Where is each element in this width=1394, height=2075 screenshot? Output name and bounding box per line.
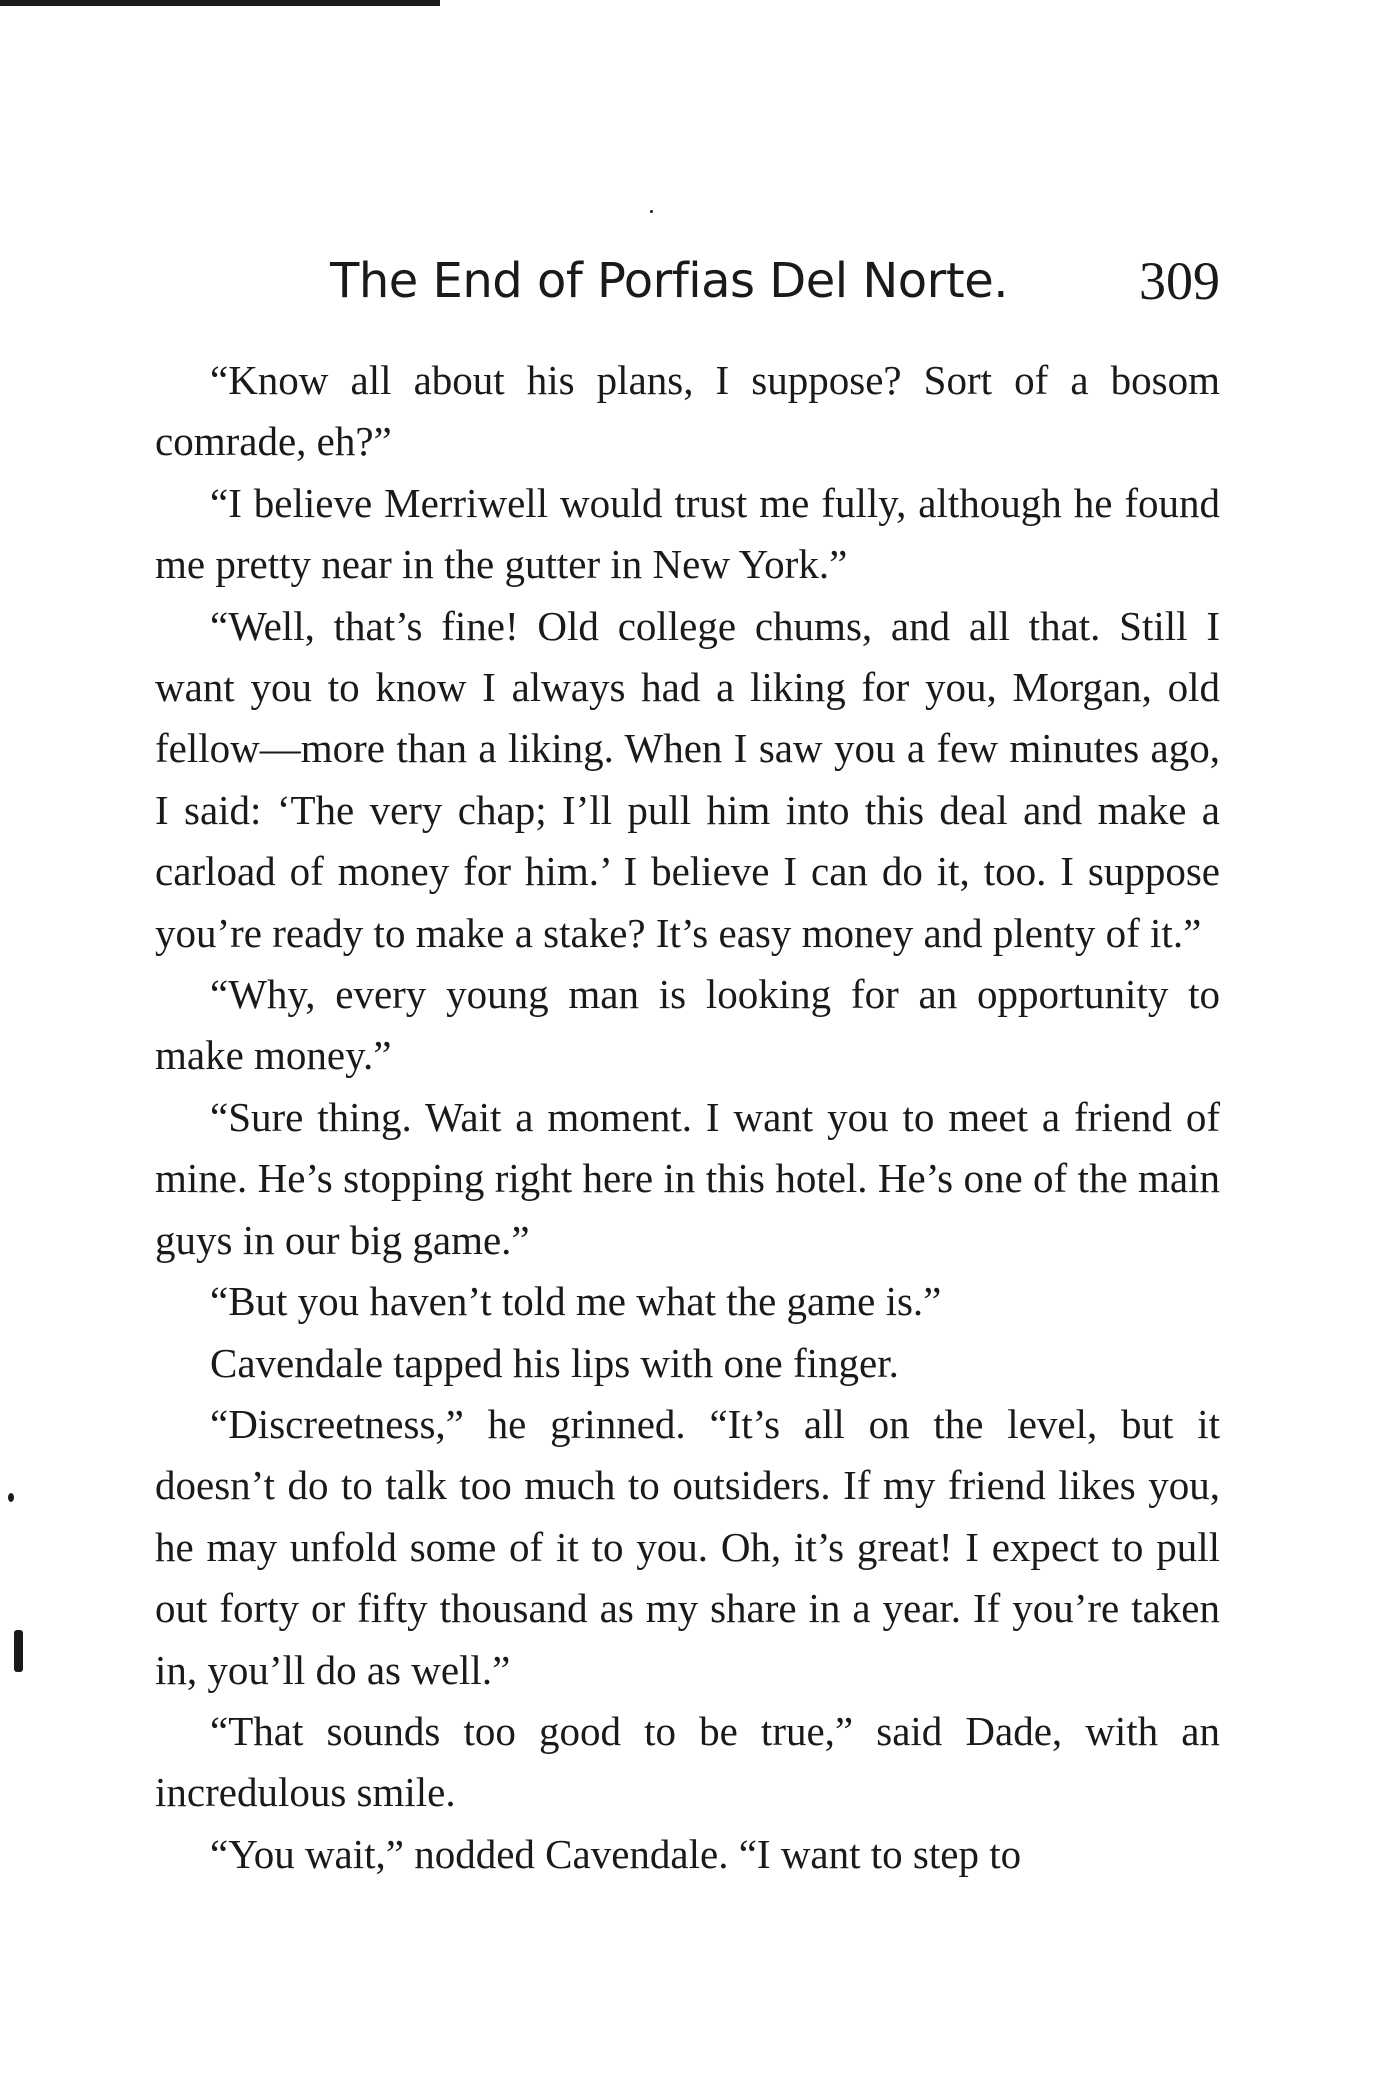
paragraph: “You wait,” nodded Cavendale. “I want to step to <box>210 1830 1022 1877</box>
running-title: The End of Porfias Del Norte. <box>330 253 1008 309</box>
page-number: 309 <box>1139 251 1220 311</box>
paragraph: Cavendale tapped his lips with one finger. <box>210 1339 899 1386</box>
page-header <box>320 236 1220 326</box>
paragraph: “Know all about his plans, I suppose? Sort of a bosom comrade, eh?” <box>155 357 1220 465</box>
paragraph: “But you haven’t told me what the game is.” <box>210 1278 942 1325</box>
ink-speck <box>8 1493 14 1502</box>
page-edge-rule <box>0 0 440 6</box>
paragraph: “I believe Merriwell would trust me fully, although he found me pretty near in the gutter in New York.” <box>155 479 1220 588</box>
paragraph: “Why, every young man is looking for an opportunity to make money.” <box>155 971 1220 1079</box>
body-text <box>155 350 1220 1885</box>
ink-speck <box>14 1630 23 1672</box>
paragraph: “Well, that’s fine! Old college chums, and all that. Still I want you to know I always had a liking for you, Morgan, old fellow—more than a liking. When I saw you a few minutes ago, I said: ‘The very chap; I’ll pull him into this deal and make a carload of money for him.’ I believe I can do it, too. I suppose you’re ready to make a stake? It’s easy money and plenty of it.” <box>155 602 1220 956</box>
paragraph: “Sure thing. Wait a moment. I want you to meet a friend of mine. He’s stopping right here in this hotel. He’s one of the main guys in our big game.” <box>155 1093 1220 1263</box>
paragraph: “Discreetness,” he grinned. “It’s all on the level, but it doesn’t do to talk too much to outsiders. If my friend likes you, he may unfold some of it to you. Oh, it’s great! I expect to pull out forty or fifty thousand as my share in a year. If you’re taken in, you’ll do as well.” <box>155 1400 1220 1693</box>
paragraph: “That sounds too good to be true,” said Dade, with an incredulous smile. <box>155 1707 1220 1816</box>
ink-speck <box>650 210 653 213</box>
